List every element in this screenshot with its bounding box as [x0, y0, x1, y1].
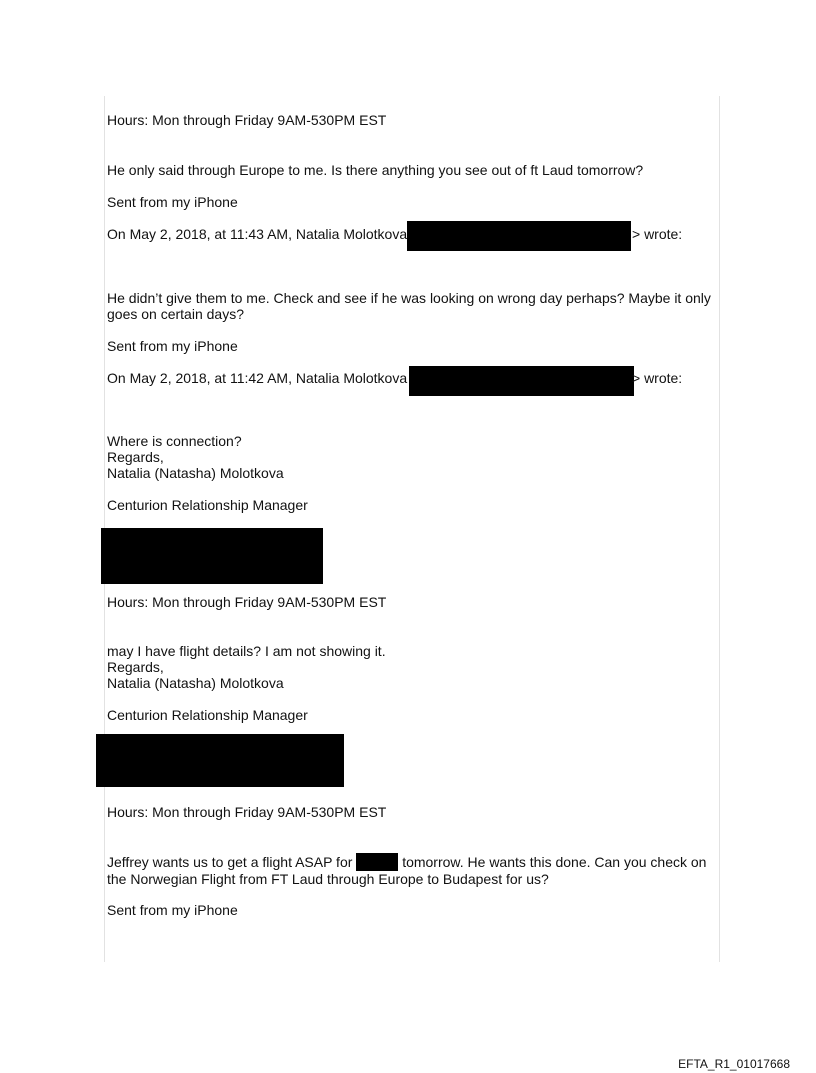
- message-body: He didn’t give them to me. Check and see if he was looking on wrong day perhaps? Maybe it only goes on certain days?: [107, 290, 711, 322]
- signature-title: Centurion Relationship Manager: [107, 707, 308, 723]
- redaction-block: [96, 734, 344, 787]
- quote-header-suffix: > wrote:: [632, 370, 683, 386]
- redaction-block: [409, 366, 634, 396]
- hours-line: Hours: Mon through Friday 9AM-530PM EST: [107, 112, 387, 128]
- redaction-block: [101, 528, 323, 584]
- redaction-block: [407, 221, 631, 251]
- sent-from-line: Sent from my iPhone: [107, 338, 238, 354]
- sent-from-line: Sent from my iPhone: [107, 194, 238, 210]
- message-body: He only said through Europe to me. Is there anything you see out of ft Laud tomorrow?: [107, 162, 644, 178]
- message-body-part1: Jeffrey wants us to get a flight ASAP for: [107, 854, 353, 870]
- redaction-block: [356, 853, 398, 871]
- quote-header-prefix: On May 2, 2018, at 11:42 AM, Natalia Molotkova: [107, 370, 408, 386]
- quote-header-prefix: On May 2, 2018, at 11:43 AM, Natalia Molotkova: [107, 226, 408, 242]
- message-line: Where is connection?: [107, 433, 242, 449]
- sent-from-line: Sent from my iPhone: [107, 902, 238, 918]
- signature-name: Natalia (Natasha) Molotkova: [107, 675, 284, 691]
- hours-line: Hours: Mon through Friday 9AM-530PM EST: [107, 594, 387, 610]
- signature-regards: Regards,: [107, 659, 164, 675]
- signature-regards: Regards,: [107, 449, 164, 465]
- document-id: EFTA_R1_01017668: [678, 1057, 790, 1071]
- hours-line: Hours: Mon through Friday 9AM-530PM EST: [107, 804, 387, 820]
- quote-header-suffix: > wrote:: [632, 226, 683, 242]
- message-line: may I have flight details? I am not showing it.: [107, 643, 386, 659]
- message-body-part2: tomorrow. He wants this done. Can you check on the Norwegian Flight from FT Laud through Europe to Budapest for us?: [107, 854, 707, 887]
- signature-name: Natalia (Natasha) Molotkova: [107, 465, 284, 481]
- signature-title: Centurion Relationship Manager: [107, 497, 308, 513]
- message-body: [107, 853, 717, 887]
